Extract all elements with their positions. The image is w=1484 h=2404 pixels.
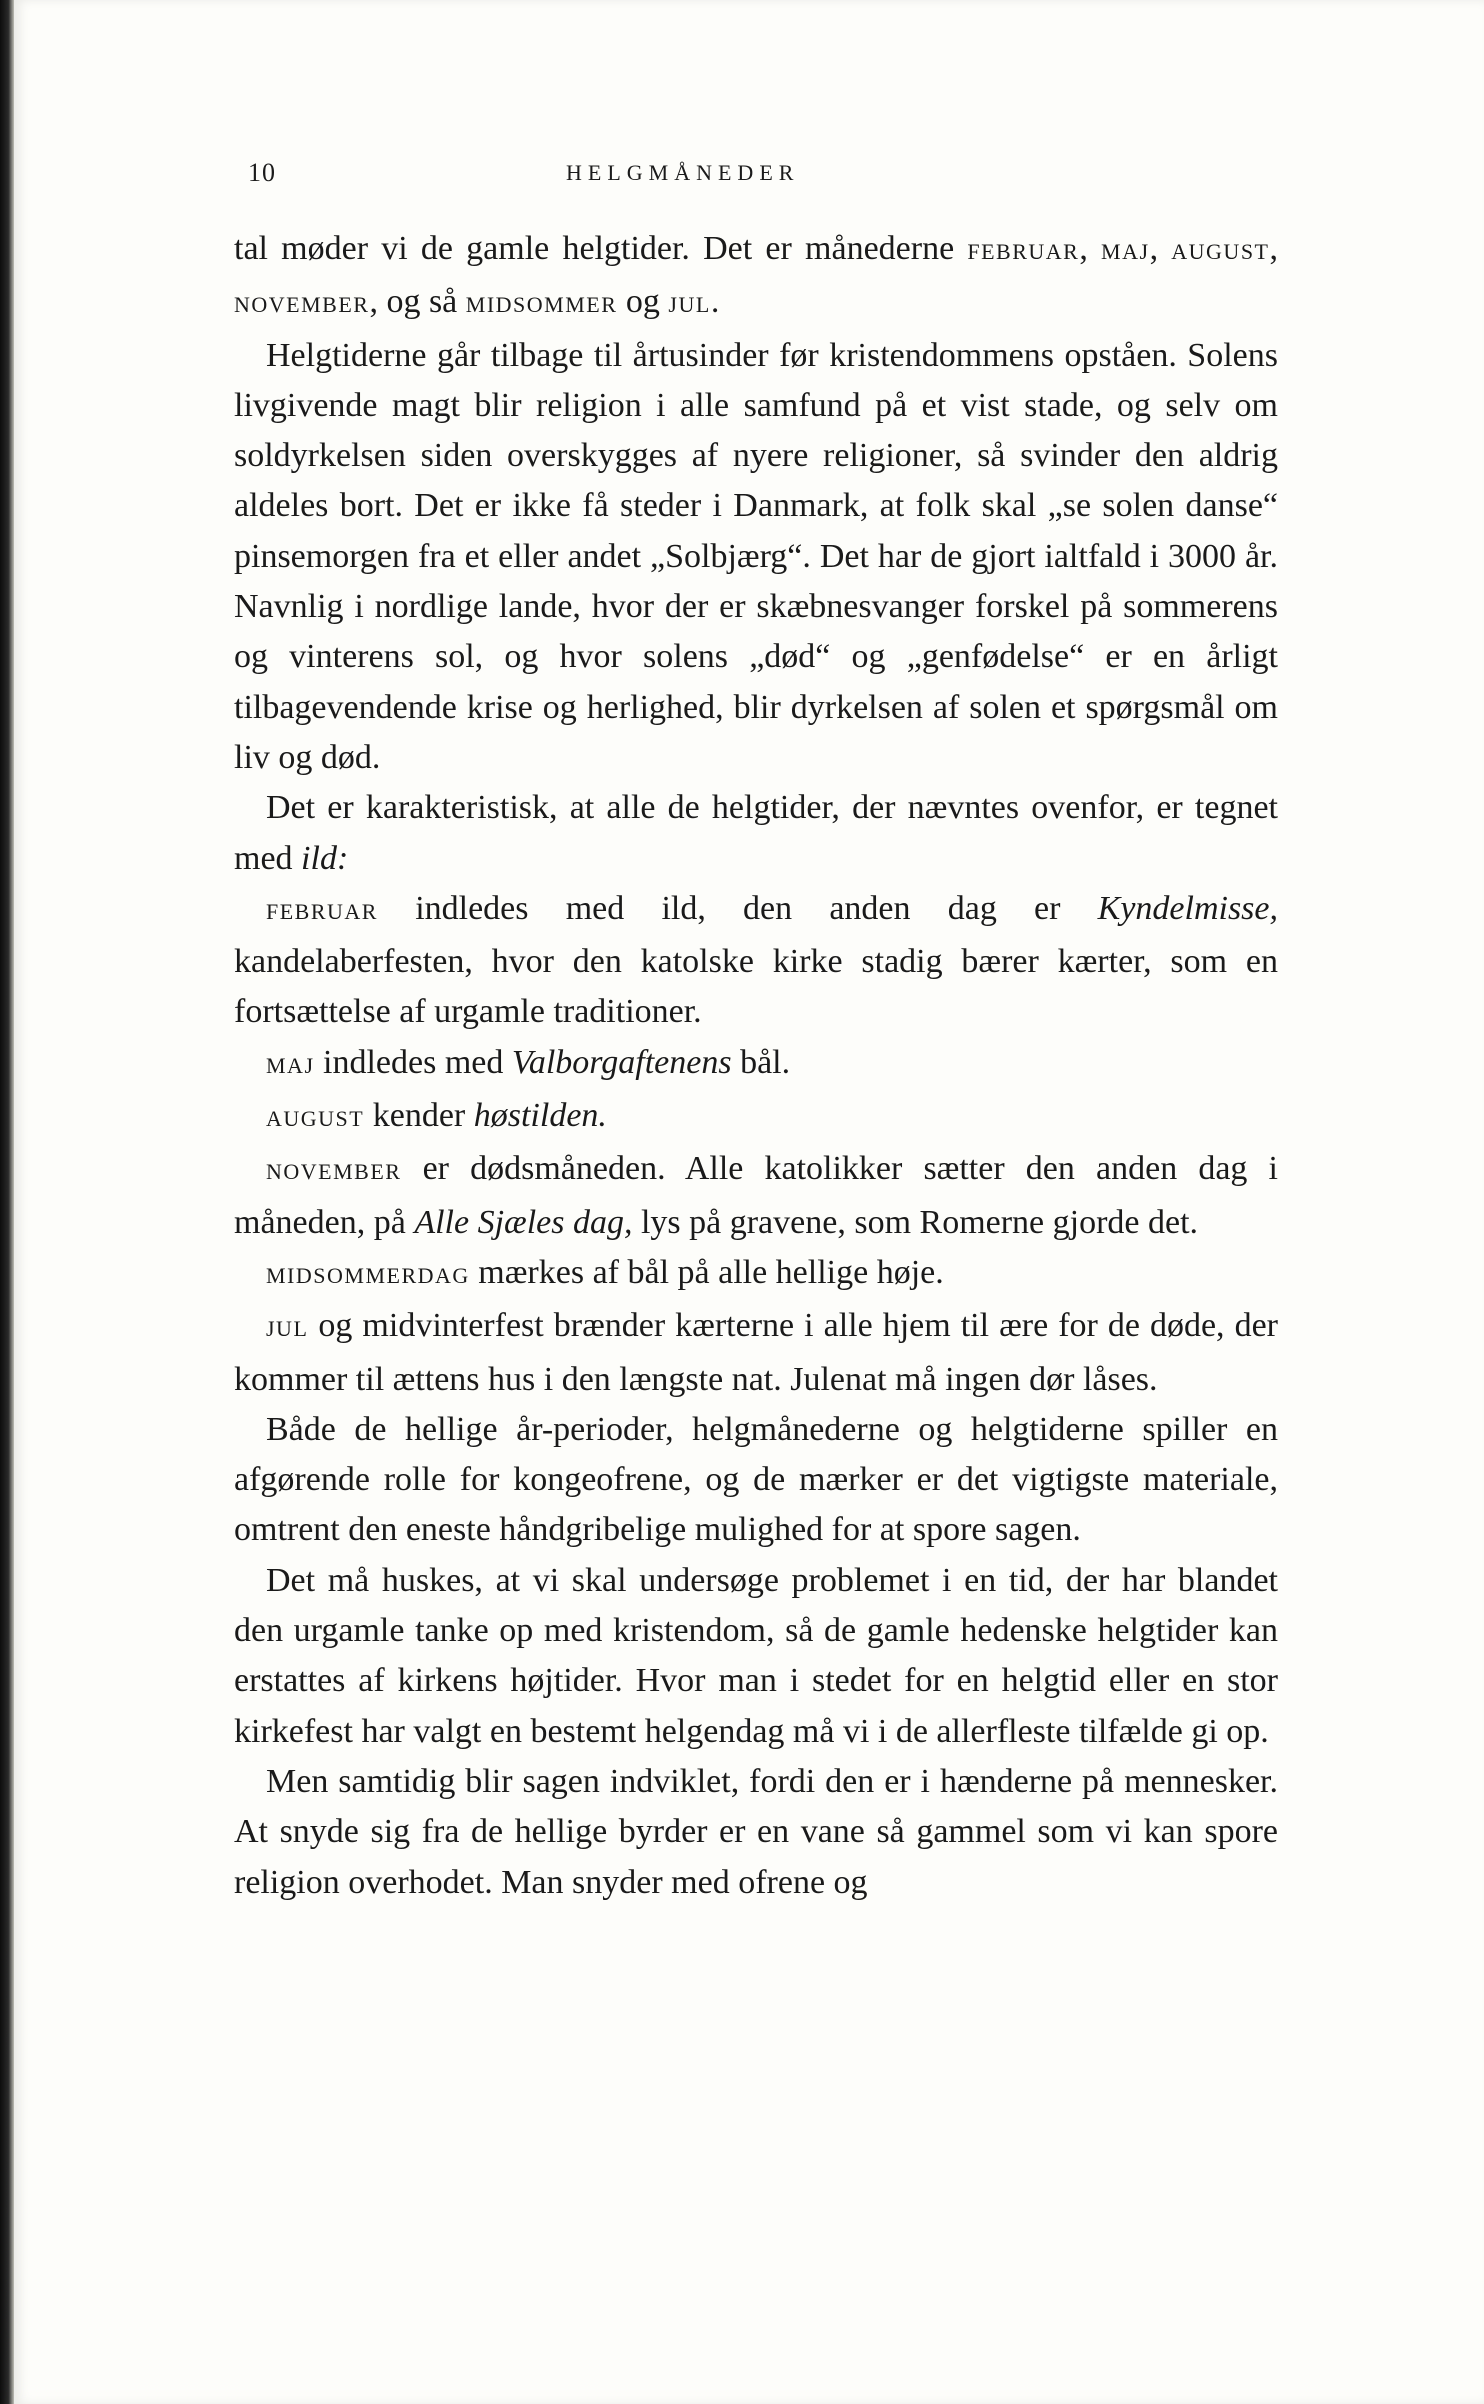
text-run: , xyxy=(1149,230,1172,267)
paragraph-12: Men samtidig blir sagen indviklet, fordi den er i hænderne på mennesker. At snyde sig fra de hellige byrder er en vane så gammel som vi kan spore religion overhodet. Man snyder med ofrene og xyxy=(234,1762,1278,1901)
month-name: FEBRUAR xyxy=(967,239,1080,264)
month-name: FEBRUAR xyxy=(266,898,378,924)
month-name: JUL xyxy=(668,292,711,318)
paragraph-november xyxy=(234,1144,1278,1248)
paragraph-1 xyxy=(234,224,1278,331)
text-run: indledes med xyxy=(314,1043,512,1081)
paragraph-yule xyxy=(234,1301,1278,1405)
paragraph-may xyxy=(234,1038,1278,1091)
month-name: AUGUST xyxy=(266,1106,365,1132)
paragraph-2: Helgtiderne går tilbage til årtusinder før kristendommens opståen. Solens livgivende magt blir religion i alle samfund på et vist stade, og selv om soldyrkelsen siden overskygges af nyere religioner, så svinder den aldrig aldeles bort. Det er ikke få steder i Danmark, at folk skal „se solen danse“ pinsemorgen fra et eller andet „Solbjærg“. Det har de gjort ialtfald i 3000 år. Navnlig i nordlige lande, hvor der er skæbnesvanger forskel på sommerens og vinterens sol, og hvor solens „død“ og „genfødelse“ er en årligt tilbagevendende krise og herlighed, blir dyrkelsen af solen et spørgsmål om liv og død. xyxy=(234,336,1278,776)
page-edge xyxy=(0,0,14,2404)
paragraph-february xyxy=(234,884,1278,1038)
running-head: HELGMÅNEDER xyxy=(566,160,800,185)
emphasis: høstilden. xyxy=(473,1097,607,1135)
month-name: MIDSOMMERDAG xyxy=(266,1262,470,1288)
paragraph-10: Både de hellige år-perioder, helgmånederne og helgtiderne spiller en afgørende rolle for kongeofrene, og de mærker er det vigtigste materiale, omtrent den eneste håndgribelige mulighed for at spore sagen. xyxy=(234,1410,1278,1549)
paragraph-midsummer xyxy=(234,1248,1278,1301)
page-number: 10 xyxy=(248,158,276,187)
month-name: NOVEMBER xyxy=(266,1159,402,1185)
month-name: AUGUST xyxy=(1171,239,1270,264)
paragraph-3 xyxy=(234,783,1278,884)
month-name: NOVEMBER xyxy=(234,292,370,318)
month-name: MIDSOMMER xyxy=(465,292,618,318)
month-name: MAJ xyxy=(266,1052,315,1078)
month-name: JUL xyxy=(266,1316,309,1342)
text-run: er dødsmåneden. Alle katolikker sætter den anden dag i måneden, på xyxy=(234,1150,1278,1241)
text-run: og midvinterfest brænder kærterne i alle hjem til ære for de døde, der kommer til ættens hus i den længste nat. Julenat må ingen dør låses. xyxy=(234,1307,1278,1398)
text-run: indledes med ild, den anden dag er xyxy=(377,889,1098,927)
paragraph-august xyxy=(234,1091,1278,1144)
text-run: bål. xyxy=(731,1043,791,1081)
text-run: kender xyxy=(364,1097,474,1135)
emphasis: Valborgaftenens xyxy=(511,1043,732,1081)
month-name: MAJ xyxy=(1101,239,1150,264)
emphasis: Alle Sjæles dag, xyxy=(414,1203,633,1241)
paragraph-11: Det må huskes, at vi skal undersøge problemet i en tid, der har blandet den urgamle tanke op med kristendom, så de gamle hedenske helgtider kan erstattes af kirkens højtider. Hvor man i stedet for en helgtid eller en stor kirkefest har valgt en bestemt helgendag må vi i de allerfleste tilfælde gi op. xyxy=(234,1561,1278,1750)
text-run: , xyxy=(1079,230,1102,267)
text-run: , og så xyxy=(369,283,466,321)
page-header xyxy=(236,158,1296,198)
text-run: tal møder vi de gamle helgtider. Det er månederne xyxy=(234,230,968,267)
text-run: mærkes af bål på alle hellige høje. xyxy=(469,1253,944,1291)
text-run: , xyxy=(1269,230,1278,267)
text-run: og xyxy=(617,283,669,321)
emphasis: Kyndelmisse, xyxy=(1097,889,1278,927)
body-text xyxy=(234,224,1278,1908)
text-run: . xyxy=(710,283,720,321)
text-run: kandelaberfesten, hvor den katolske kirke stadig bærer kærter, som en fortsættelse af urgamle traditioner. xyxy=(234,943,1278,1031)
text-run: lys på gravene, som Romerne gjorde det. xyxy=(632,1203,1199,1241)
emphasis: ild: xyxy=(301,839,349,877)
text-run: Det er karakteristisk, at alle de helgtider, der nævntes ovenfor, er tegnet med xyxy=(234,789,1278,877)
